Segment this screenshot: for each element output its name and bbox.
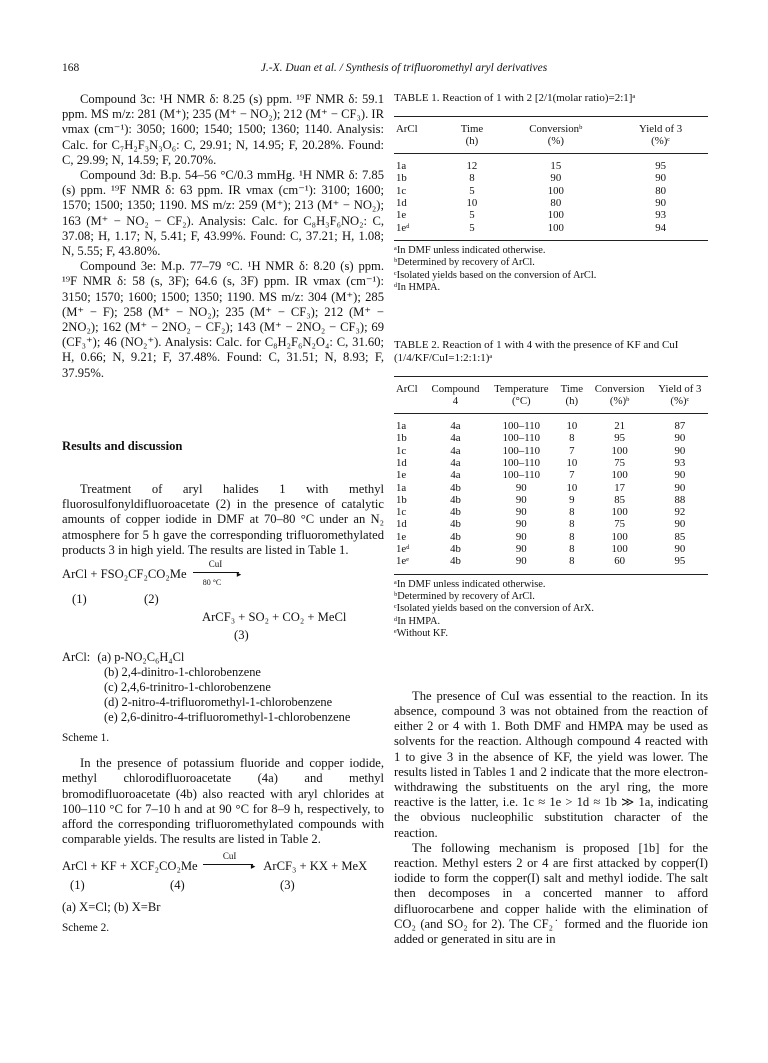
table2-header-compound: Compound (425, 376, 487, 395)
table-cell: 100 (547, 209, 564, 222)
table2-footnotes (394, 579, 708, 641)
table-cell: 8 (569, 432, 575, 445)
scheme2-rhs: ArCF₃ + KX + MeX (263, 858, 368, 873)
table1-footnote-b: ᵇDetermined by recovery of ArCl. (394, 257, 535, 269)
arcl-item-e: (e) 2,6-dinitro-4-trifluoromethyl-1-chlorobenzene (104, 710, 351, 725)
table-cell: 1d (396, 518, 407, 531)
table-row (394, 414, 708, 433)
table-cell: 75 (614, 518, 626, 531)
left-column (62, 92, 384, 936)
table-cell: 100–110 (502, 444, 540, 457)
table-row (394, 197, 708, 209)
table1-header-arcl: ArCl (394, 116, 445, 135)
table-cell: 90 (550, 172, 562, 185)
table-cell: 5 (469, 184, 475, 197)
table-cell: 87 (674, 420, 686, 433)
table-cell: 4b (450, 506, 461, 519)
table-row (394, 457, 708, 469)
table2-footnote-d: ᵈIn HMPA. (394, 615, 441, 627)
scheme2-caption: Scheme 2. (62, 921, 110, 934)
table-row (394, 543, 708, 555)
compound-3d-paragraph: Compound 3d: B.p. 54–56 °C/0.3 mmHg. ¹H NMR δ: 7.85 (s) ppm. ¹⁹F NMR δ: 63 ppm. IR νmax (cm⁻¹): 3100; 1600; 1570; 1500; 1350; 1190. MS m/z: 259 (M⁺); 213 (M⁺ − NO₂); 163 (M⁺ − NO₂ − CF₂). Analysis: Calc. for C₈H₃F₆NO₂: C, 37.08; H, 1.17; N, 5.41; F, 43.99%. Found: C, 37.21; H, 1.08; N, 5.55; F, 43.80%. (62, 168, 384, 259)
table-cell: 90 (655, 172, 666, 185)
scheme1-label-1: (1) (72, 592, 87, 607)
table1-caption: TABLE 1. Reaction of 1 with 2 [2/1(molar ratio)=2:1]ᵃ (394, 92, 636, 104)
arcl-item-b: (b) 2,4-dinitro-1-chlorobenzene (104, 665, 261, 680)
table-cell: 1a (396, 160, 407, 173)
table-cell: 90 (674, 444, 686, 457)
table-cell: 10 (466, 196, 478, 209)
scheme1-label-3: (3) (234, 628, 249, 643)
right-column (394, 92, 708, 947)
table2-header-temperature-unit: (°C) (487, 395, 557, 414)
scheme2-label-1: (1) (70, 877, 85, 892)
table-cell: 8 (469, 172, 475, 185)
table-cell: 93 (655, 209, 666, 222)
table-cell: 4b (450, 481, 461, 494)
table-row (394, 172, 708, 184)
table1-header-yield: Yield of 3 (613, 116, 708, 135)
table-cell: 88 (674, 493, 686, 506)
table-cell: 100 (498, 222, 613, 241)
scheme-1 (62, 559, 384, 746)
table1-header-conversion-unit: (%) (498, 135, 613, 154)
table-cell: 80 (550, 196, 562, 209)
table-cell: 90 (655, 196, 666, 209)
table-cell: 80 (655, 184, 666, 197)
table1-footnote-d: ᵈIn HMPA. (394, 282, 441, 294)
table-cell: 100 (611, 444, 628, 457)
table-row (394, 518, 708, 530)
table-cell: 100–110 (502, 432, 540, 445)
table-cell: 1c (396, 506, 407, 519)
table-cell: 17 (614, 481, 626, 494)
scheme1-catalyst: CuI (208, 559, 223, 570)
table2-footnote-c: ᶜIsolated yields based on the conversion of ArX. (394, 603, 595, 615)
table-cell: 1eᵈ (396, 543, 410, 556)
table-cell: 1c (396, 184, 407, 197)
table1-body (394, 154, 708, 241)
arcl-item-d: (d) 2-nitro-4-trifluoromethyl-1-chlorobenzene (104, 695, 333, 710)
table1-header-conversion: Conversionᵇ (498, 116, 613, 135)
table-cell: 85 (614, 493, 626, 506)
table1-footnote-c: ᶜIsolated yields based on the conversion of ArCl. (394, 269, 597, 281)
table-cell: 1e (396, 530, 407, 543)
table-cell: 4b (450, 493, 461, 506)
table-cell: 92 (674, 506, 686, 519)
table-cell: 1eᵈ (394, 222, 445, 241)
table-cell: 4a (450, 432, 461, 445)
arcl-item-c: (c) 2,4,6-trinitro-1-chlorobenzene (104, 680, 271, 695)
table-cell: 15 (550, 160, 562, 173)
table-cell: 100–110 (502, 456, 540, 469)
table-cell: 90 (674, 518, 686, 531)
scheme-2 (62, 850, 384, 936)
kf-paragraph: In the presence of potassium fluoride and copper iodide, methyl chlorodifluoroacetate (4a) and methyl bromodifluoroacetate (4b) also reacted with aryl chlorides at 100–110 °C for 7–10 h and at 90 °C for 8–9 h, respectively, to afford the corresponding trifluoromethylated compounds with comparable yields. The results are listed in Table 2. (62, 756, 384, 847)
table-cell: 1c (396, 444, 407, 457)
table-cell: 93 (674, 456, 686, 469)
table-row (394, 154, 708, 173)
scheme1-lhs: ArCl + FSO₂CF₂CO₂Me (62, 567, 187, 582)
table2-footnote-b: ᵇDetermined by recovery of ArCl. (394, 591, 535, 603)
table2-header-arcl-unit (394, 395, 425, 414)
table-cell: 12 (466, 160, 478, 173)
table-cell: 7 (569, 469, 575, 482)
table-cell: 100 (611, 469, 628, 482)
table-cell: 90 (515, 530, 527, 543)
table-row (394, 209, 708, 221)
table1-header-yield-unit: (%)ᶜ (613, 135, 708, 154)
table-cell: 1a (396, 420, 407, 433)
table2-caption: TABLE 2. Reaction of 1 with 4 with the presence of KF and CuI (1/4/KF/CuI=1:2:1:1)ᵃ (394, 338, 679, 364)
table1-header-arcl-unit (394, 135, 445, 154)
table1-footnotes (394, 245, 708, 295)
scheme2-x-definition: (a) X=Cl; (b) X=Br (62, 899, 161, 914)
scheme1-arrow: CuI ▸ 80 °C (193, 566, 245, 578)
table-row (394, 531, 708, 543)
table2-header-conversion: Conversion (588, 376, 652, 395)
table-row (394, 222, 708, 241)
table-cell: 4a (450, 420, 461, 433)
table2-header-conversion-unit: (%)ᵇ (588, 395, 652, 414)
table-row (394, 494, 708, 506)
table-cell: 5 (469, 209, 475, 222)
arcl-item-a: (a) p-NO₂C₆H₄Cl (97, 650, 185, 665)
table-cell: 60 (588, 555, 652, 574)
table1-header-time-unit: (h) (445, 135, 498, 154)
table-cell: 8 (569, 543, 575, 556)
running-header (62, 62, 706, 74)
table-cell: 1a (396, 481, 407, 494)
scheme2-label-3: (3) (280, 877, 295, 892)
table-cell: 90 (515, 506, 527, 519)
results-paragraph: Treatment of aryl halides 1 with methyl fluorosulfonyldifluoroacetate (2) in the presence of catalytic amounts of copper iodide in DMF at 70–80 °C under an N₂ atmosphere for 5 h gave the corresponding trifluoromethylated products 3 in high yield. The results are listed in Table 1. (62, 482, 384, 557)
table-cell: 1b (396, 172, 407, 185)
table2-footnote-e: ᵉWithout KF. (394, 628, 448, 640)
arcl-list (62, 650, 384, 725)
table-cell: 95 (614, 432, 626, 445)
table-cell: 90 (515, 493, 527, 506)
table-2 (394, 376, 708, 575)
table-cell: 10 (566, 420, 578, 433)
table2-header-yield: Yield of 3 (652, 376, 708, 395)
page-number: 168 (62, 62, 80, 74)
table-cell: 21 (614, 420, 626, 433)
table-cell: 100–110 (502, 420, 540, 433)
table2-header-time-unit: (h) (556, 395, 587, 414)
mechanism-paragraph: The following mechanism is proposed [1b] for the reaction. Methyl esters 2 or 4 are first attacked by copper(I) iodide to form the copper(I) salt and methyl iodide. The salt then decomposes in a concerted manner to afford difluorocarbene and copper halide with the elimination of CO₂ (and SO₂ for 2). The CF₂˙ formed and the fluoride ion added or generated in situ are in (394, 840, 708, 946)
compound-3e-paragraph: Compound 3e: M.p. 77–79 °C. ¹H NMR δ: 8.20 (s) ppm. ¹⁹F NMR δ: 58 (s, 3F); 64.6 (s, 3F) ppm. IR νmax (cm⁻¹): 3150; 1570; 1600; 1500; 1350; 1190. MS m/z: 304 (M⁺); 285 (M⁺ − F); 258 (M⁺ − NO₂); 235 (M⁺ − CF₃); 212 (M⁺ − 2NO₂); 162 (M⁺ − 2NO₂ − CF₂); 143 (M⁺ − 2NO₂ − CF₃); 69 (CF₃⁺); 46 (NO₂⁺). Analysis: Calc. for C₈H₂F₆N₂O₄: C, 31.60; H, 0.66; N, 9.21; F, 37.48%. Found: C, 31.51; N, 8.93; F, 37.95%. (62, 259, 384, 380)
table-cell: 95 (655, 160, 666, 173)
table-cell: 94 (613, 222, 708, 241)
arcl-label: ArCl: (62, 650, 91, 665)
table-1 (394, 116, 708, 241)
table-cell: 1e (396, 209, 407, 222)
table-cell: 4b (450, 543, 461, 556)
table-cell: 95 (652, 555, 708, 574)
table-row (394, 432, 708, 444)
table-cell: 8 (556, 555, 587, 574)
table-cell: 90 (674, 432, 686, 445)
running-title: J.-X. Duan et al. / Synthesis of trifluoromethyl aryl derivatives (260, 62, 548, 74)
scheme2-catalyst: CuI (222, 850, 237, 861)
table-cell: 8 (569, 518, 575, 531)
scheme2-label-4: (4) (170, 877, 185, 892)
section-title: Results and discussion (62, 438, 183, 453)
table-cell: 90 (487, 555, 557, 574)
table-cell: 4a (450, 469, 461, 482)
table-cell: 10 (566, 456, 578, 469)
table-cell: 100 (611, 530, 628, 543)
table-cell: 90 (674, 469, 686, 482)
table-row (394, 469, 708, 481)
table-row (394, 445, 708, 457)
table-cell: 90 (515, 518, 527, 531)
table-cell: 5 (445, 222, 498, 241)
table-cell: 1d (396, 196, 407, 209)
table-cell: 1d (396, 456, 407, 469)
table2-header-arcl: ArCl (394, 376, 425, 395)
table-cell: 100 (611, 506, 628, 519)
table-cell: 4b (450, 530, 461, 543)
cui-paragraph: The presence of CuI was essential to the reaction. In its absence, compound 3 was not obtained from the reaction of either 2 or 4 with 1. Both DMF and HMPA may be used as solvents for the reaction. Although compound 4 reacted with 1 to give 3 in the absence of KF, the yield was lower. The results listed in Tables 1 and 2 indicate that the more electron-withdrawing the substituents on the aryl ring, the more reactive is the latter, i.e. 1c ≈ 1e > 1d ≈ 1b ≫ 1a, indicating the obvious nucleophilic substitution character of the reaction. (394, 688, 708, 840)
table-row (394, 555, 708, 574)
table-cell: 8 (569, 506, 575, 519)
table-cell: 85 (674, 530, 686, 543)
scheme1-caption: Scheme 1. (62, 732, 110, 745)
table-cell: 90 (515, 543, 527, 556)
table-cell: 1b (396, 493, 407, 506)
table-row (394, 482, 708, 494)
table-cell: 90 (674, 481, 686, 494)
table-cell: 7 (569, 444, 575, 457)
table-cell: 1eᵉ (394, 555, 425, 574)
table-cell: 100 (611, 543, 628, 556)
table-cell: 75 (614, 456, 626, 469)
table-cell: 4a (450, 456, 461, 469)
table-row (394, 506, 708, 518)
scheme1-conditions: 80 °C (202, 578, 222, 588)
table-cell: 10 (566, 481, 578, 494)
table2-header-yield-unit: (%)ᶜ (652, 395, 708, 414)
table-cell: 90 (674, 543, 686, 556)
table-cell: 8 (569, 530, 575, 543)
table2-header-temperature: Temperature (487, 376, 557, 395)
table-cell: 1e (396, 469, 407, 482)
table1-footnote-a: ᵃIn DMF unless indicated otherwise. (394, 244, 546, 256)
table2-body (394, 414, 708, 575)
table2-footnote-a: ᵃIn DMF unless indicated otherwise. (394, 578, 546, 590)
table-row (394, 185, 708, 197)
table-cell: 4b (450, 518, 461, 531)
table-cell: 90 (515, 481, 527, 494)
scheme1-rhs: ArCF₃ + SO₂ + CO₂ + MeCl (202, 610, 347, 625)
table-cell: 4b (425, 555, 487, 574)
table2-header-compound-unit: 4 (425, 395, 487, 414)
scheme1-label-2: (2) (144, 592, 159, 607)
table-cell: 100–110 (502, 469, 540, 482)
table-cell: 100 (547, 184, 564, 197)
table-cell: 1b (396, 432, 407, 445)
scheme2-arrow: CuI ▸ (203, 858, 259, 870)
table-cell: 4a (450, 444, 461, 457)
table1-header-time: Time (445, 116, 498, 135)
table-cell: 9 (569, 493, 575, 506)
compound-3c-paragraph: Compound 3c: ¹H NMR δ: 8.25 (s) ppm. ¹⁹F NMR δ: 59.1 ppm. MS m/z: 281 (M⁺); 235 (M⁺ − NO₂); 212 (M⁺ − CF₃). IR νmax (cm⁻¹): 3050; 1600; 1540; 1500; 1360; 1140. Analysis: Calc. for C₇H₂F₃N₃O₆: C, 29.91; N, 14.95; F, 20.28%. Found: C, 29.99; N, 14.59; F, 20.70%. (62, 92, 384, 167)
table2-header-time: Time (556, 376, 587, 395)
scheme2-lhs: ArCl + KF + XCF₂CO₂Me (62, 858, 198, 873)
